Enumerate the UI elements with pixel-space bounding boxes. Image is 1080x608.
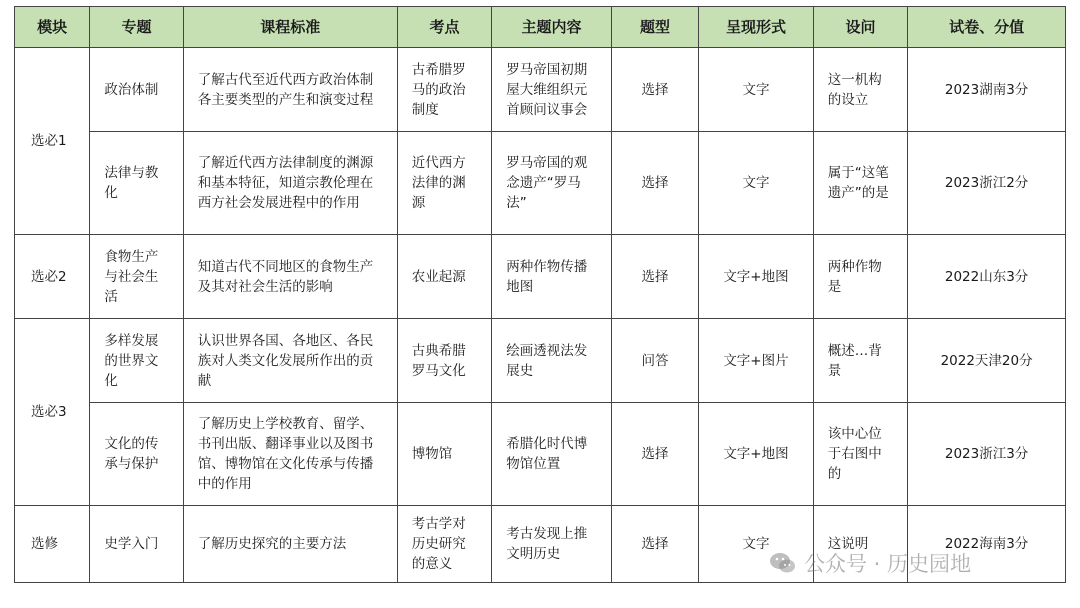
form-cell: 文字+图片: [699, 319, 814, 403]
point-cell: 近代西方法律的渊源: [397, 132, 491, 235]
content-cell: 罗马帝国初期屋大维组织元首顾问议事会: [492, 48, 612, 132]
header-row: [15, 7, 1066, 48]
question-cell: 这一机构的设立: [813, 48, 907, 132]
content-cell: 罗马帝国的观念遗产“罗马法”: [492, 132, 612, 235]
table-row: [15, 506, 1066, 583]
content-cell: 希腊化时代博物馆位置: [492, 403, 612, 506]
content-cell: 两种作物传播地图: [492, 235, 612, 319]
question-cell: 两种作物是: [813, 235, 907, 319]
form-cell: 文字+地图: [699, 403, 814, 506]
module-cell: 选修: [15, 506, 90, 583]
content-cell: 绘画透视法发展史: [492, 319, 612, 403]
header-content: 主题内容: [492, 7, 612, 48]
type-cell: 选择: [611, 235, 698, 319]
standard-cell: 了解近代西方法律制度的渊源和基本特征，知道宗教伦理在西方社会发展进程中的作用: [183, 132, 397, 235]
point-cell: 古希腊罗马的政治制度: [397, 48, 491, 132]
point-cell: 农业起源: [397, 235, 491, 319]
point-cell: 博物馆: [397, 403, 491, 506]
table-row: [15, 319, 1066, 403]
module-cell: 选必1: [15, 48, 90, 235]
header-form: 呈现形式: [699, 7, 814, 48]
header-question-type: 题型: [611, 7, 698, 48]
standard-cell: 知道古代不同地区的食物生产及其对社会生活的影响: [183, 235, 397, 319]
header-topic: 专题: [90, 7, 183, 48]
header-paper-score: 试卷、分值: [908, 7, 1066, 48]
point-cell: 古典希腊罗马文化: [397, 319, 491, 403]
header-question: 设问: [813, 7, 907, 48]
type-cell: 选择: [611, 403, 698, 506]
paper-cell: 2023浙江3分: [908, 403, 1066, 506]
table-row: [15, 403, 1066, 506]
paper-cell: 2022天津20分: [908, 319, 1066, 403]
type-cell: 选择: [611, 506, 698, 583]
paper-cell: 2023湖南3分: [908, 48, 1066, 132]
paper-cell: 2022海南3分: [908, 506, 1066, 583]
topic-cell: 史学入门: [90, 506, 183, 583]
topic-cell: 文化的传承与保护: [90, 403, 183, 506]
type-cell: 选择: [611, 132, 698, 235]
question-cell: 属于“这笔遗产”的是: [813, 132, 907, 235]
topic-cell: 政治体制: [90, 48, 183, 132]
standard-cell: 了解古代至近代西方政治体制各主要类型的产生和演变过程: [183, 48, 397, 132]
paper-cell: 2023浙江2分: [908, 132, 1066, 235]
point-cell: 考古学对历史研究的意义: [397, 506, 491, 583]
type-cell: 选择: [611, 48, 698, 132]
exam-analysis-table: [14, 6, 1066, 583]
standard-cell: 认识世界各国、各地区、各民族对人类文化发展所作出的贡献: [183, 319, 397, 403]
topic-cell: 法律与教化: [90, 132, 183, 235]
question-cell: 概述…背景: [813, 319, 907, 403]
module-cell: 选必3: [15, 319, 90, 506]
header-module: 模块: [15, 7, 90, 48]
header-point: 考点: [397, 7, 491, 48]
watermark-text: 公众号 · 历史园地: [804, 552, 972, 576]
content-cell: 考古发现上推文明历史: [492, 506, 612, 583]
form-cell: 文字: [699, 506, 814, 583]
form-cell: 文字: [699, 48, 814, 132]
table-row: [15, 235, 1066, 319]
standard-cell: 了解历史探究的主要方法: [183, 506, 397, 583]
paper-cell: 2022山东3分: [908, 235, 1066, 319]
form-cell: 文字+地图: [699, 235, 814, 319]
header-standard: 课程标准: [183, 7, 397, 48]
question-cell: 该中心位于右图中的: [813, 403, 907, 506]
type-cell: 问答: [611, 319, 698, 403]
topic-cell: 多样发展的世界文化: [90, 319, 183, 403]
standard-cell: 了解历史上学校教育、留学、书刊出版、翻译事业以及图书馆、博物馆在文化传承与传播中的作用: [183, 403, 397, 506]
table-row: [15, 48, 1066, 132]
question-cell: 这说明: [813, 506, 907, 583]
module-cell: 选必2: [15, 235, 90, 319]
form-cell: 文字: [699, 132, 814, 235]
table-row: [15, 132, 1066, 235]
topic-cell: 食物生产与社会生活: [90, 235, 183, 319]
